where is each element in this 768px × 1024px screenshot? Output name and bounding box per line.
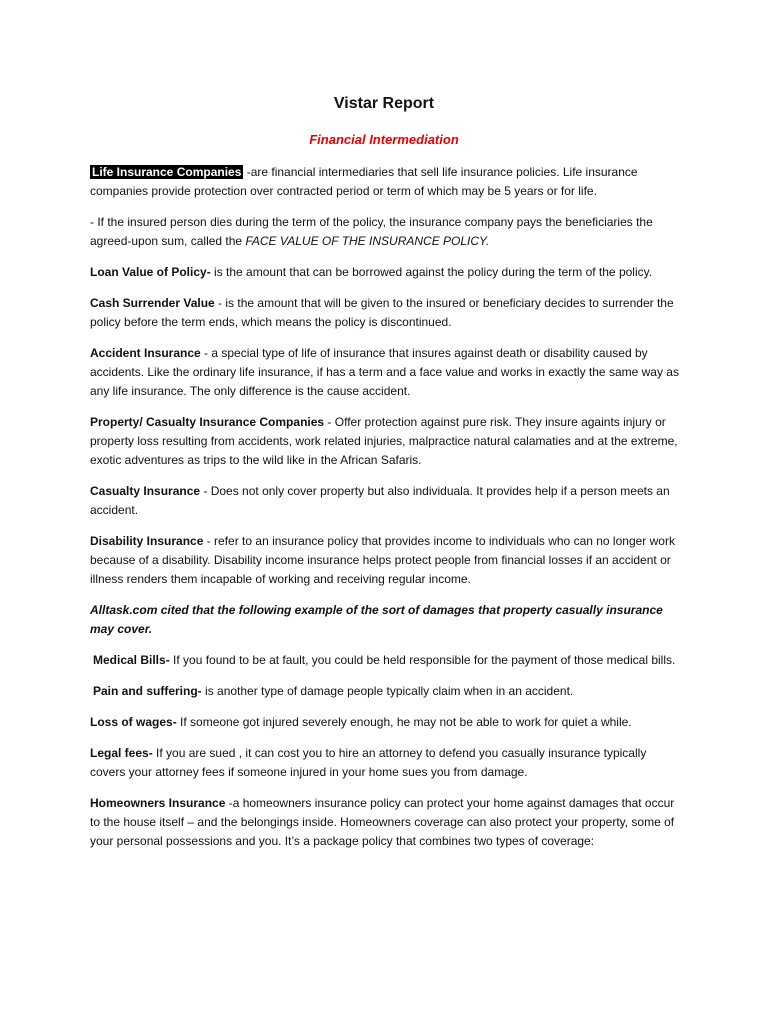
term-cash-surrender-value: Cash Surrender Value: [90, 296, 215, 310]
paragraph-loss-wages: [90, 713, 680, 732]
paragraph-life-insurance: [90, 163, 680, 201]
term-loan-value: Loan Value of Policy-: [90, 265, 211, 279]
term-medical-bills: Medical Bills-: [93, 653, 170, 667]
document-title: Vistar Report: [333, 95, 435, 112]
paragraph-disability-insurance: [90, 532, 680, 589]
term-casualty-insurance: Casualty Insurance: [90, 484, 201, 498]
paragraph-legal-fees: [90, 744, 680, 782]
document-subtitle: Financial Intermediation: [309, 132, 459, 147]
paragraph-text: - Offer protection against pure risk. They insure againts injury or property loss resulting from accidents, work related injuries, malpractice natural calamaties and at the extreme, exotic adventures as trips to the wild like in the African Safaris.: [90, 415, 678, 467]
paragraph-text: -a homeowners insurance policy can protect your home against damages that occur to the house itself – and the belongings inside. Homeowners coverage can also protect your property, some of your personal possessions and you. It’s a package policy that combines two types of coverage:: [90, 796, 675, 848]
paragraph-text: - a special type of life of insurance that insures against death or disability caused by accidents. Like the ordinary life insurance, if has a term and a face value and works in exactly the same way as any life insurance. The only difference is the cause accident.: [90, 346, 679, 398]
paragraph-text: is the amount that can be borrowed against the policy during the term of the policy.: [210, 265, 653, 279]
paragraph-cash-surrender: [90, 294, 680, 332]
paragraph-text: -are financial intermediaries that sell life insurance policies. Life insurance companies provide protection over contracted period or term of which may be 5 years or for life.: [90, 165, 638, 198]
paragraph-text: If you are sued , it can cost you to hire an attorney to defend you casually insurance typically covers your attorney fees if someone injured in your home sues you from damage.: [90, 746, 647, 779]
paragraph-text: If someone got injured severely enough, he may not be able to work for quiet a while.: [176, 715, 632, 729]
paragraph-text: - Does not only cover property but also individuala. It provides help if a person meets an accident.: [90, 484, 670, 517]
paragraph-property-casualty: [90, 413, 680, 470]
paragraph-casualty-insurance: [90, 482, 680, 520]
term-homeowners-insurance: Homeowners Insurance: [90, 796, 226, 810]
paragraph-pain-suffering: [90, 682, 680, 701]
term-legal-fees: Legal fees-: [90, 746, 153, 760]
paragraph-loan-value: [90, 263, 680, 282]
paragraph-face-value: [90, 213, 680, 251]
term-accident-insurance: Accident Insurance: [90, 346, 201, 360]
paragraph-medical-bills: [90, 651, 680, 670]
paragraph-text: - refer to an insurance policy that provides income to individuals who can no longer work because of a disability. Disability income insurance helps protect people from financial losses if an accident or illness renders them incapable of working and receiving regular income.: [90, 534, 675, 586]
document-body: [90, 163, 680, 863]
paragraph-text: - If the insured person dies during the term of the policy, the insurance company pays the beneficiaries the agreed-upon sum, called the: [90, 215, 653, 248]
paragraph-accident-insurance: [90, 344, 680, 401]
term-pain-suffering: Pain and suffering-: [93, 684, 202, 698]
paragraph-text: - is the amount that will be given to the insured or beneficiary decides to surrender the policy before the term ends, which means the policy is discontinued.: [90, 296, 674, 329]
face-value-emphasis: FACE VALUE OF THE INSURANCE POLICY.: [245, 234, 490, 248]
paragraph-text: is another type of damage people typically claim when in an accident.: [201, 684, 574, 698]
term-property-casualty: Property/ Casualty Insurance Companies: [90, 415, 325, 429]
paragraph-homeowners-insurance: [90, 794, 680, 851]
term-loss-of-wages: Loss of wages-: [90, 715, 177, 729]
term-disability-insurance: Disability Insurance: [90, 534, 204, 548]
paragraph-citation: Alltask.com cited that the following example of the sort of damages that property casually insurance may cover.: [90, 603, 663, 636]
paragraph-text: If you found to be at fault, you could be held responsible for the payment of those medical bills.: [169, 653, 676, 667]
term-life-insurance-companies: Life Insurance Companies: [92, 165, 242, 179]
